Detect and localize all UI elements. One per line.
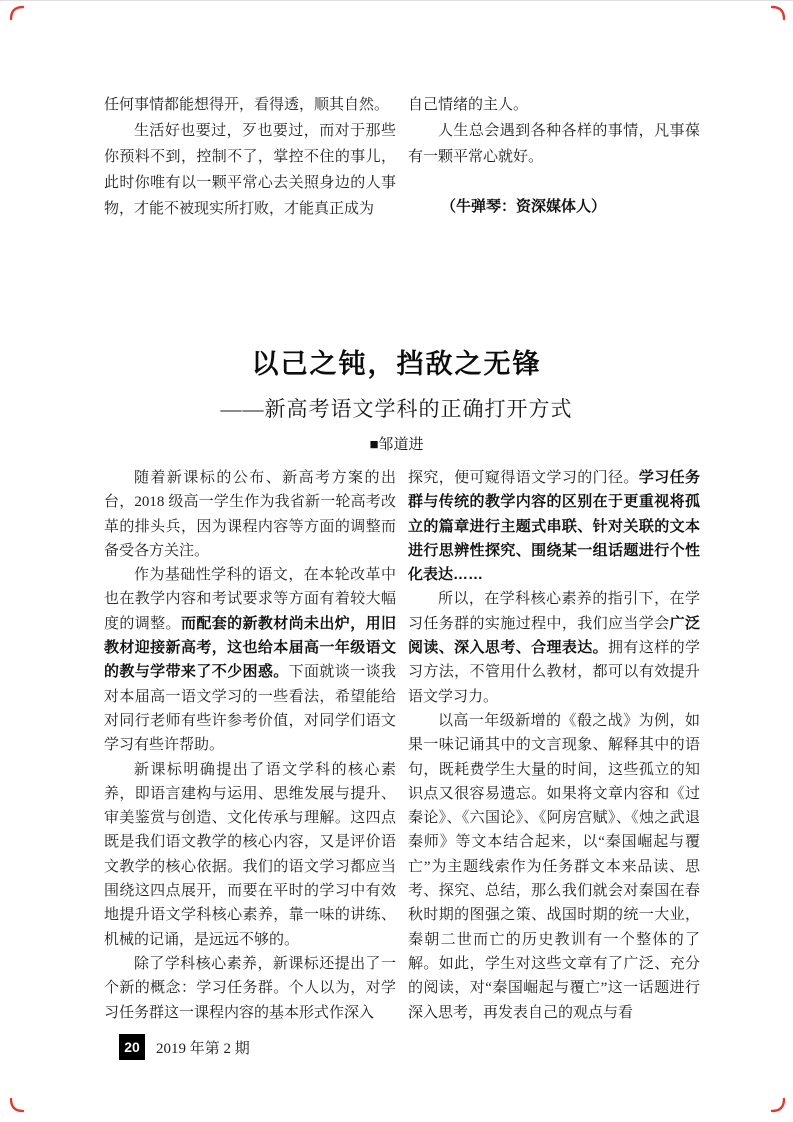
text-run: 所以，在学科核心素养的指引下，在学习任务群的实施过程中，我们应当学会 [408,591,700,632]
paragraph [408,118,700,170]
paragraph [408,92,700,118]
paragraph [104,952,396,1025]
article-title: 以己之钝，挡敌之无锋 [251,349,542,379]
text-run: 自己情绪的主人。 [408,97,529,113]
crop-mark-icon [9,1097,25,1113]
paragraph [408,194,700,220]
paragraph [408,587,700,708]
text-run: 作为基础性学科的语文，在本轮改革中也在教学内容和考试要求等方面有着较大幅度的调整。 [104,567,396,632]
crop-mark-stroke [772,1099,784,1111]
paragraph [104,466,396,563]
text-run: 拥有这样的学习方法，不管用什么教材，都可以有效提升语文学习力。 [408,640,700,705]
paragraph [104,563,396,757]
page-top-edge [0,0,793,1]
text-run: 广泛阅读、深入思考、合理表达。 [408,614,700,657]
text-run: 下面就谈一谈我对本届高一语文学习的一些看法，希望能给对同行老师有些许参考价值，对同学们语文学习有些许帮助。 [104,664,396,754]
text-run: 新课标明确提出了语文学科的核心素养，即语言建构与运用、思维发展与提升、审美鉴赏与创造、文化传承与理解。这四点既是我们语文教学的核心内容，又是评价语文教学的核心依据。我们的语文学习都应当围绕这四点展开，而要在平时的学习中有效地提升语文学科核心素养，靠一味的讲练、机械的记诵，是远远不够的。 [104,761,396,948]
crop-mark-icon [770,1097,786,1113]
text-run: 任何事情都能想得开，看得透，顺其自然。 [104,97,390,113]
article-left-column [104,466,396,1025]
page-footer [119,1034,250,1060]
text-run: 除了学科核心素养，新课标还提出了一个新的概念：学习任务群。个人以为，对学习任务群这一课程内容的基本形式作深入 [104,955,396,1021]
article-header [0,342,793,454]
article-body [104,466,700,1025]
paragraph [408,709,700,1025]
issue-label: 2019 年第 2 期 [156,1040,250,1057]
article-author: ■邹道进 [369,436,424,453]
text-run: 而配套的新教材尚未出炉，用旧教材迎接新高考，这也给本届高一年级语文的教与学带来了不少困惑。 [104,614,396,681]
prev-article-left-column [104,92,396,222]
page-number-badge: 20 [119,1034,145,1060]
crop-mark-icon [770,5,786,21]
article-right-column [408,466,700,1025]
text-run: 生活好也要过，歹也要过，而对于那些你预料不到，控制不了，掌控不住的事儿，此时你唯有以一颗平常心去关照身边的人事物，才能不被现实所打败，才能真正成为 [104,123,396,217]
crop-mark-stroke [772,7,784,19]
paragraph [104,118,396,222]
crop-mark-stroke [11,1099,23,1111]
article-subtitle: ——新高考语文学科的正确打开方式 [220,397,573,421]
previous-article-end [104,92,700,222]
text-run: 探究，便可窥得语文学习的门径。 [408,470,639,486]
text-run: 人生总会遇到各种各样的事情，凡事葆有一颗平常心就好。 [408,123,700,165]
text-run: （牛弹琴：资深媒体人） [441,198,607,215]
paragraph [408,466,700,587]
paragraph [104,92,396,118]
prev-article-right-column [408,92,700,222]
text-run: 以高一年级新增的《殽之战》为例，如果一味记诵其中的文言现象、解释其中的语句，既耗费学生大量的时间，这些孤立的知识点又很容易遗忘。如果将文章内容和《过秦论》、《六国论》、《阿房宫赋》、《烛之武退秦师》等文本结合起来，以“秦国崛起与覆亡”为主题线索作为任务群文本来品读、思考、探究、总结，那么我们就会对秦国在春秋时期的图强之策、战国时期的统一大业，秦朝二世而亡的历史教训有一个整体的了解。如此，学生对这些文章有了广泛、充分的阅读，对“秦国崛起与覆亡”这一话题进行深入思考，再发表自己的观点与看 [408,712,700,1021]
text-run: 学习任务群与传统的教学内容的区别在于更重视将孤立的篇章进行主题式串联、针对关联的文本进行思辨性探究、围绕某一组话题进行个性化表达…… [408,469,700,584]
text-run: 随着新课标的公布、新高考方案的出台，2018 级高一学生作为我省新一轮高考改革的排头兵，因为课程内容等方面的调整而备受各方关注。 [104,470,396,559]
crop-mark-icon [9,5,25,21]
crop-mark-stroke [11,7,23,19]
paragraph [104,758,396,952]
